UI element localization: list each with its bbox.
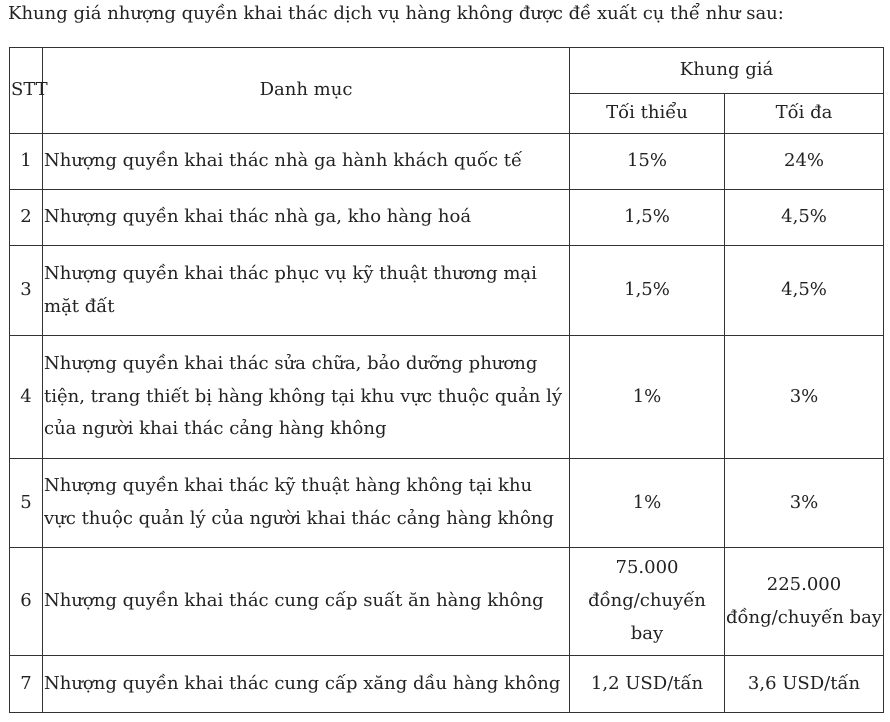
table-row	[10, 134, 884, 190]
row-min: 1,5%	[570, 190, 725, 246]
row-category: Nhượng quyền khai thác sửa chữa, bảo dưỡng phương tiện, trang thiết bị hàng không tại khu vực thuộc quản lý của người khai thác cảng hàng không	[43, 336, 570, 459]
table-row	[10, 459, 884, 548]
row-stt: 5	[10, 459, 43, 548]
row-max: 4,5%	[725, 190, 884, 246]
row-stt: 6	[10, 548, 43, 656]
header-stt: STT	[10, 48, 43, 134]
row-category: Nhượng quyền khai thác cung cấp xăng dầu hàng không	[43, 656, 570, 713]
table-row	[10, 190, 884, 246]
row-stt: 3	[10, 246, 43, 336]
row-max: 225.000 đồng/chuyến bay	[725, 548, 884, 656]
intro-text: Khung giá nhượng quyền khai thác dịch vụ hàng không được đề xuất cụ thể như sau:	[8, 3, 784, 24]
header-price-frame: Khung giá	[570, 48, 884, 94]
row-stt: 1	[10, 134, 43, 190]
table-header-row	[10, 48, 884, 94]
row-min: 1%	[570, 459, 725, 548]
row-max: 3,6 USD/tấn	[725, 656, 884, 713]
row-min: 75.000 đồng/chuyến bay	[570, 548, 725, 656]
row-min: 1%	[570, 336, 725, 459]
row-max: 24%	[725, 134, 884, 190]
row-stt: 2	[10, 190, 43, 246]
row-category: Nhượng quyền khai thác kỹ thuật hàng không tại khu vực thuộc quản lý của người khai thác cảng hàng không	[43, 459, 570, 548]
header-max: Tối đa	[725, 94, 884, 134]
row-category: Nhượng quyền khai thác nhà ga hành khách quốc tế	[43, 134, 570, 190]
table-row	[10, 246, 884, 336]
row-category: Nhượng quyền khai thác cung cấp suất ăn hàng không	[43, 548, 570, 656]
row-min: 15%	[570, 134, 725, 190]
price-frame-table	[9, 47, 884, 713]
table-row	[10, 656, 884, 713]
row-stt: 4	[10, 336, 43, 459]
header-category: Danh mục	[43, 48, 570, 134]
row-category: Nhượng quyền khai thác nhà ga, kho hàng hoá	[43, 190, 570, 246]
row-max: 3%	[725, 459, 884, 548]
header-min: Tối thiểu	[570, 94, 725, 134]
row-stt: 7	[10, 656, 43, 713]
row-category: Nhượng quyền khai thác phục vụ kỹ thuật thương mại mặt đất	[43, 246, 570, 336]
table-row	[10, 336, 884, 459]
table-row	[10, 548, 884, 656]
row-min: 1,5%	[570, 246, 725, 336]
row-max: 4,5%	[725, 246, 884, 336]
row-min: 1,2 USD/tấn	[570, 656, 725, 713]
row-max: 3%	[725, 336, 884, 459]
